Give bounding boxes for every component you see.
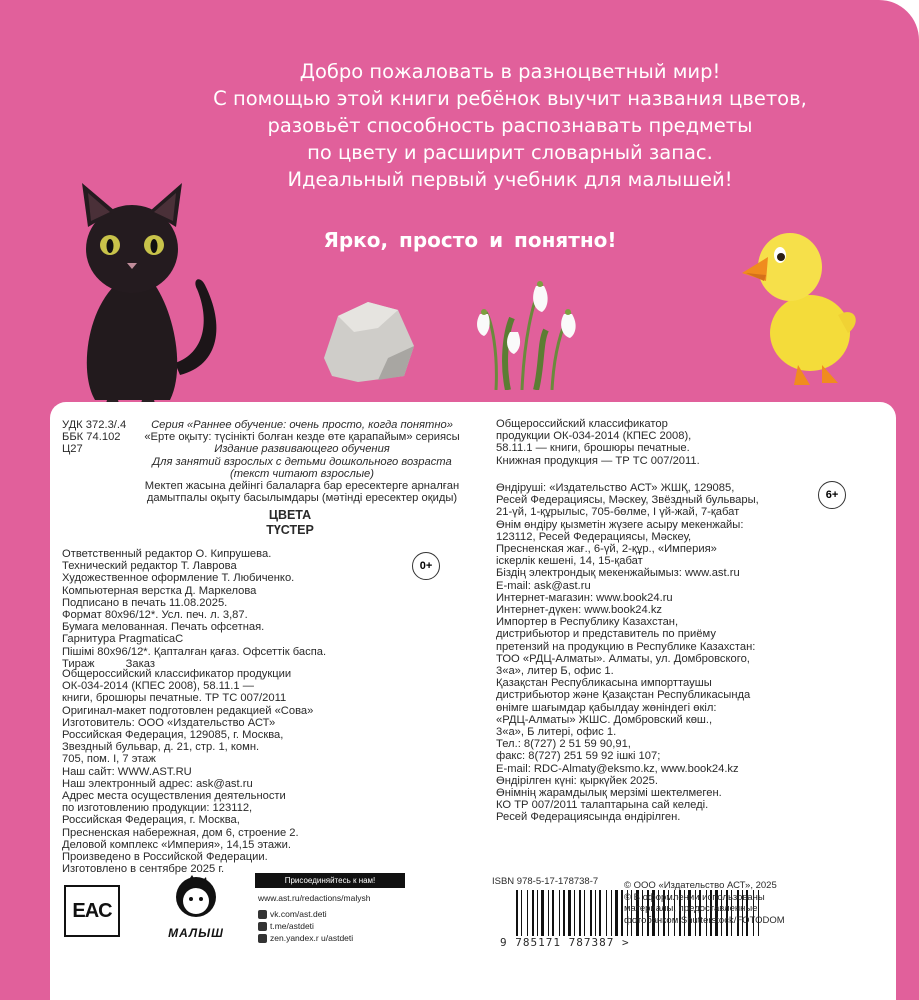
eac-mark-text: EAC: [72, 899, 112, 922]
series-line: Для занятий взрослых с детьми дошкольного возраста: [152, 455, 452, 468]
publisher-mascot-icon: [168, 873, 224, 925]
social-link-zen[interactable]: [258, 932, 353, 944]
black-cat-illustration: [60, 175, 230, 415]
book-title: ЦВЕТА: [268, 508, 312, 522]
zen-icon: [258, 934, 267, 943]
imprint-line: 705, пом. I, 7 этаж: [62, 753, 156, 766]
barcode-bar: [590, 890, 592, 936]
social-link-text: t.me/astdeti: [270, 921, 314, 931]
barcode-bar: [621, 890, 623, 936]
credits-block: [62, 548, 326, 670]
barcode-bar: [615, 890, 618, 936]
social-link-text: vk.com/ast.deti: [270, 909, 327, 919]
kz-line: өнімге шағымдар қабылдау жөніндегі өкіл:: [496, 701, 717, 714]
kz-line: 3«а», литер Б, офис 1.: [496, 665, 614, 678]
imprint-line: по изготовлению продукции: 123112,: [62, 802, 253, 815]
kz-line: Пресненская жағ., 6-үй, 2-құр., «Империя»: [496, 543, 717, 556]
kz-line: Ресей Федерациясында өндірілген.: [496, 811, 681, 824]
snowdrop-illustration: [462, 272, 592, 390]
kz-line: претензий на продукцию в Республике Казахстан:: [496, 640, 756, 653]
kz-line: Интернет-дүкен: www.book24.kz: [496, 604, 663, 617]
copyright-line: материалы, предоставленные: [624, 903, 758, 914]
classifier-line: продукции ОК-034-2014 (КПЕС 2008),: [496, 430, 692, 443]
isbn-number: ISBN 978-5-17-178738-7: [492, 876, 599, 887]
slogan: Ярко, просто и понятно!: [323, 228, 617, 252]
classification-codes: [62, 419, 126, 456]
credit-line: Гарнитура PragmaticaC: [62, 633, 184, 646]
credit-line: Ответственный редактор О. Кипрушева.: [62, 548, 272, 560]
imprint-line: Общероссийский классификатор продукции: [62, 668, 292, 680]
series-line: дамытпалы оқыту басылымдары (мәтінді ересектер оқиды): [146, 492, 458, 505]
copyright-line: © ООО «Издательство АСТ», 2025: [624, 880, 777, 891]
social-link-text: zen.yandex.r u/astdeti: [270, 933, 354, 943]
kz-line: 3«а», Б литері, офис 1.: [496, 726, 617, 739]
udk-code: УДК 372.3/.4: [62, 419, 127, 431]
credit-line: Компьютерная верстка Д. Маркелова: [62, 584, 257, 597]
kz-line: Біздің электрондық мекенжайымыз: www.ast.ru: [496, 567, 740, 580]
social-site-link[interactable]: www.ast.ru/redactions/malysh: [258, 893, 371, 903]
barcode-bar: [595, 890, 596, 936]
barcode-bar: [584, 890, 585, 936]
rock-illustration: [318, 298, 418, 386]
imprint-line: книги, брошюры печатные. ТР ТС 007/2011: [62, 692, 287, 705]
imprint-line: Пресненская набережная, дом 6, строение 2.: [62, 826, 299, 839]
intro-line: Добро пожаловать в разноцветный мир!: [299, 60, 721, 83]
imprint-line: Звездный бульвар, д. 21, стр. 1, комн.: [62, 741, 260, 754]
eac-mark: [64, 885, 120, 937]
author-mark: Ц27: [62, 443, 83, 456]
kz-line: КО ТР 007/2011 талаптарына сай келеді.: [496, 799, 709, 812]
barcode-bar: [552, 890, 554, 936]
series-line: Серия «Раннее обучение: очень просто, когда понятно»: [151, 419, 453, 431]
barcode-bar: [599, 890, 601, 936]
book-title-kz: ТҮСТЕР: [266, 523, 314, 537]
imprint-line: ОК-034-2014 (КПЕС 2008), 58.11.1 —: [62, 680, 254, 693]
imprint-line: Российская Федерация, г. Москва,: [62, 814, 240, 827]
social-link-telegram[interactable]: [258, 920, 353, 932]
credit-line: Формат 80х96/12*. Усл. печ. л. 3,87.: [62, 609, 248, 622]
kz-line: Өнімнің жарамдылық мерзімі шектелмеген.: [496, 787, 722, 800]
imprint-line: Изготовитель: ООО «Издательство АСТ»: [62, 716, 276, 729]
imprint-line: Наш электронный адрес: ask@ast.ru: [62, 777, 253, 790]
imprint-line: Произведено в Российской Федерации.: [62, 851, 268, 864]
join-us-banner: Присоединяйтесь к нам!: [255, 873, 405, 888]
credit-line: Бумага мелованная. Печать офсетная.: [62, 621, 265, 634]
kz-line: дистрибьютор және Қазақстан Республикасында: [496, 689, 751, 702]
barcode-bar: [563, 890, 565, 936]
intro-text: [180, 58, 840, 193]
barcode-bar: [516, 890, 518, 936]
intro-line: по цвету и расширит словарный запас.: [307, 141, 713, 164]
kz-line: Импортер в Республику Казахстан,: [496, 616, 679, 629]
classifier-line: 58.11.1 — книги, брошюры печатные.: [496, 442, 690, 455]
imprint-line: Деловой комплекс «Империя», 14,15 этажи.: [62, 838, 291, 851]
publisher-logo-text: МАЛЫШ: [168, 926, 224, 940]
kz-line: ТОО «РДЦ-Алматы». Алматы, ул. Домбровского,: [496, 652, 750, 665]
kz-line: Өнім өндіру қызметін жүзеге асыру мекенжайы:: [496, 518, 744, 531]
copyright-line: фотобанком Shutterstock/FOTODOM: [624, 914, 785, 926]
series-block: [132, 419, 472, 504]
manufacturer-kz-block: [496, 482, 759, 824]
series-line: «Ерте оқыту: түсінікті болған кезде өте қарапайым» сериясы: [144, 431, 460, 444]
imprint-line: Адрес места осуществления деятельности: [62, 790, 286, 803]
imprint-line: Оригинал-макет подготовлен редакцией «Сова»: [62, 704, 314, 717]
classifier-line: Общероссийский классификатор: [496, 418, 668, 430]
bbk-code: ББК 74.102: [62, 431, 121, 444]
series-line: Издание развивающего обучения: [214, 443, 390, 456]
barcode-bar: [559, 890, 560, 936]
kz-line: Өндірілген күні: қыркүйек 2025.: [496, 774, 658, 787]
barcode-digits: 9 785171 787387 >: [500, 936, 630, 949]
vk-icon: [258, 910, 267, 919]
kz-line: Қазақстан Республикасына импорттаушы: [496, 677, 712, 690]
series-line: Мектеп жасына дейінгі балаларға бар ересектерге арналған: [144, 480, 460, 493]
intro-line: С помощью этой книги ребёнок выучит названия цветов,: [213, 87, 807, 110]
barcode-bar: [611, 890, 612, 936]
credit-line: Технический редактор Т. Лаврова: [62, 560, 237, 573]
age-rating-badge-6: 6+: [818, 481, 846, 509]
credit-line: Подписано в печать 11.08.2025.: [62, 596, 228, 609]
series-line: (текст читают взрослые): [229, 467, 375, 480]
credit-line: Пішімі 80х96/12*. Қапталған қағаз. Офсеттік баспа.: [62, 645, 327, 658]
imprint-line: Наш сайт: WWW.AST.RU: [62, 765, 192, 778]
imprint-block: [62, 668, 313, 875]
social-link-vk[interactable]: [258, 908, 353, 920]
credit-line: Тираж Заказ: [62, 657, 155, 670]
classifier-block: [496, 418, 700, 467]
barcode-bar: [537, 890, 538, 936]
barcode-bar: [521, 890, 522, 936]
kz-line: іскерлік кешені, 14, 15-қабат: [496, 555, 643, 568]
copyright-block: [624, 880, 785, 926]
barcode-bar: [568, 890, 571, 936]
copyright-line: © В оформлении использованы: [624, 891, 765, 903]
kz-line: E-mail: ask@ast.ru: [496, 579, 591, 592]
imprint-line: Российская Федерация, 129085, г. Москва,: [62, 729, 284, 742]
imprint-line: Изготовлено в сентябре 2025 г.: [62, 863, 225, 876]
kz-line: Өндіруші: «Издательство АСТ» ЖШҚ, 129085,: [496, 482, 735, 494]
barcode-bar: [532, 890, 534, 936]
barcode-bar: [574, 890, 575, 936]
kz-line: 21-үй, 1-құрылыс, 705-бөлме, I үй-жай, 7-қабат: [496, 506, 740, 519]
barcode-bar: [606, 890, 607, 936]
intro-line: Идеальный первый учебник для малышей!: [287, 168, 733, 191]
intro-line: разовьёт способность распознавать предметы: [267, 114, 753, 137]
credit-line: Художественное оформление Т. Любиченко.: [62, 572, 295, 585]
kz-line: «РДЦ-Алматы» ЖШС. Домбровский көш.,: [496, 713, 713, 726]
duckling-illustration: [738, 215, 868, 390]
classifier-line: Книжная продукция — ТР ТС 007/2011.: [496, 454, 700, 467]
social-links: [258, 908, 353, 944]
barcode-bar: [527, 890, 528, 936]
age-rating-badge: 0+: [412, 552, 440, 580]
kz-line: дистрибьютор и представитель по приёму: [496, 628, 716, 641]
barcode-bar: [579, 890, 581, 936]
kz-line: E-mail: RDC-Almaty@eksmo.kz, www.book24.kz: [496, 762, 739, 775]
kz-line: Тел.: 8(727) 2 51 59 90,91,: [496, 738, 631, 751]
barcode-bar: [548, 890, 549, 936]
telegram-icon: [258, 922, 267, 931]
kz-line: Ресей Федерациясы, Мәскеу, Звёздный бульвары,: [496, 494, 759, 507]
kz-line: Интернет-магазин: www.book24.ru: [496, 591, 673, 604]
barcode-bar: [541, 890, 544, 936]
kz-line: 123112, Ресей Федерациясы, Мәскеу,: [496, 530, 692, 543]
kz-line: факс: 8(727) 251 59 92 ішкі 107;: [496, 750, 661, 763]
